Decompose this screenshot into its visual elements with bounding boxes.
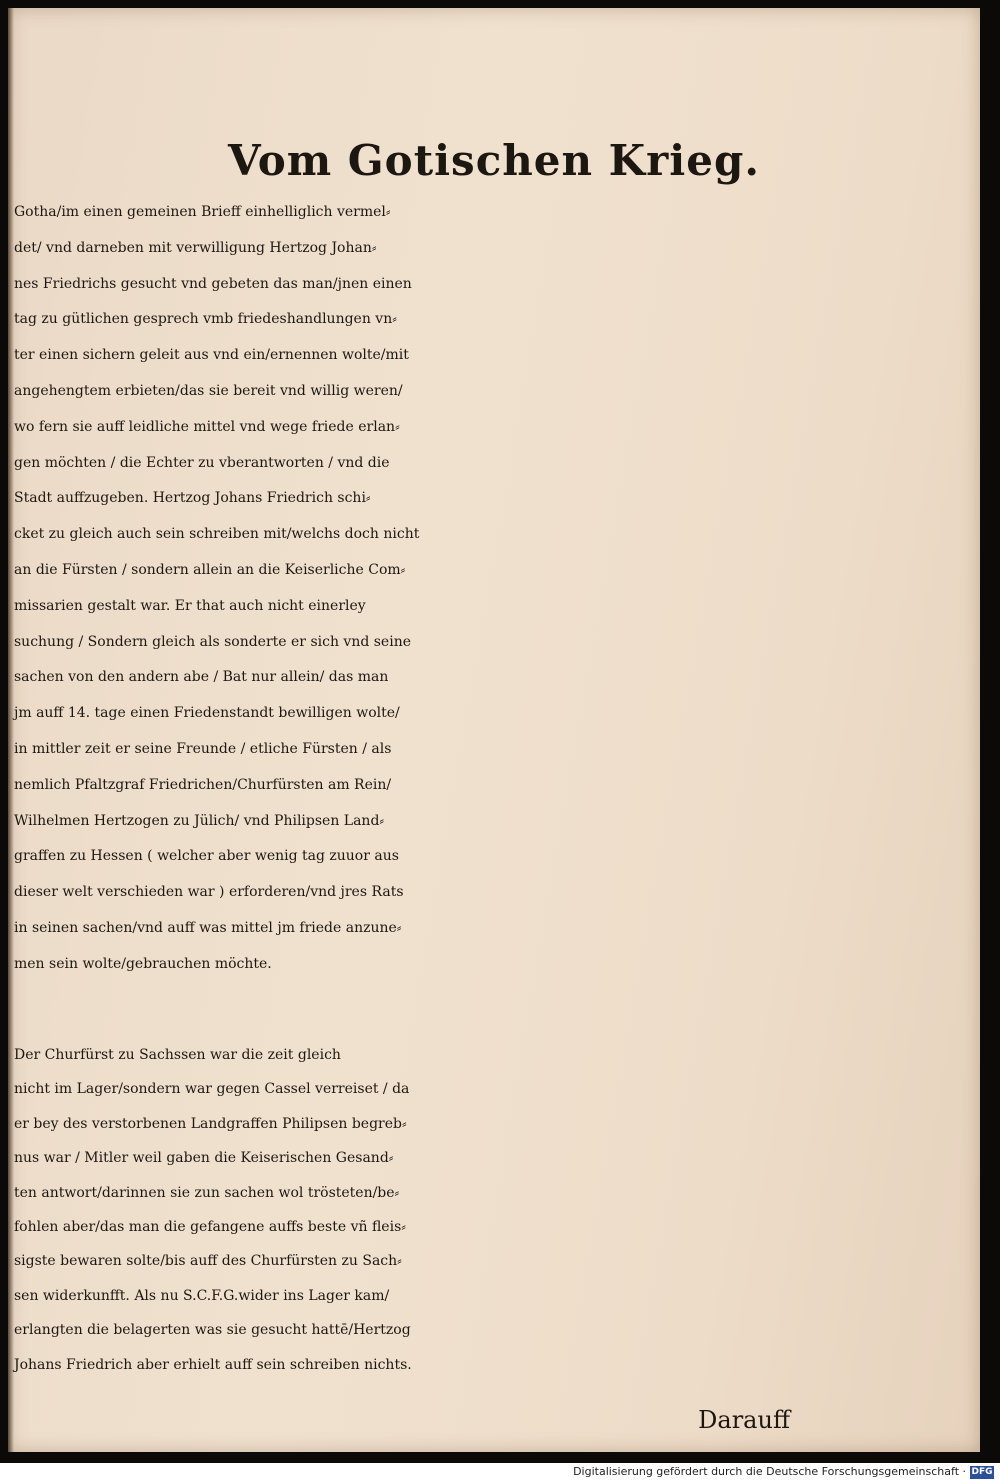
dfg-logo: DFG bbox=[971, 1467, 993, 1477]
text-line: nes Friedrichs gesucht vnd gebeten das man/jnen einen bbox=[14, 275, 412, 292]
text-line: in mittler zeit er seine Freunde / etliche Fürsten / als bbox=[14, 740, 392, 757]
text-line: sen widerkunfft. Als nu S.C.F.G.wider ins Lager kam/ bbox=[14, 1287, 390, 1304]
text-line: graffen zu Hessen ( welcher aber wenig tag zuuor aus bbox=[14, 848, 399, 865]
text-line: suchung / Sondern gleich als sonderte er sich vnd seine bbox=[14, 633, 411, 650]
text-line: angehengtem erbieten/das sie bereit vnd willig weren/ bbox=[14, 382, 403, 399]
text-line: dieser welt verschieden war ) erforderen/vnd jres Rats bbox=[14, 884, 404, 901]
text-line: er bey des verstorbenen Landgraffen Philipsen begreb⸗ bbox=[14, 1115, 407, 1132]
page-heading: Vom Gotischen Krieg. bbox=[228, 136, 760, 185]
text-line: Gotha/im einen gemeinen Brieff einhelliglich vermel⸗ bbox=[14, 204, 391, 220]
text-line: Johans Friedrich aber erhielt auff sein schreiben nichts. bbox=[14, 1356, 412, 1373]
funding-credit-text: Digitalisierung gefördert durch die Deutsche Forschungsgemeinschaft · bbox=[573, 1465, 966, 1478]
text-line: sachen von den andern abe / Bat nur allein/ das man bbox=[14, 669, 389, 686]
text-line: missarien gestalt war. Er that auch nicht einerley bbox=[14, 597, 366, 614]
book-page bbox=[8, 8, 980, 1452]
catchword: Darauff bbox=[698, 1406, 790, 1434]
text-line: men sein wolte/gebrauchen möchte. bbox=[14, 955, 272, 972]
text-line: ter einen sichern geleit aus vnd ein/ernennen wolte/mit bbox=[14, 347, 409, 364]
text-line: tag zu gütlichen gesprech vmb friedeshandlungen vn⸗ bbox=[14, 311, 397, 328]
text-line: Wilhelmen Hertzogen zu Jülich/ vnd Philipsen Land⸗ bbox=[14, 812, 385, 829]
text-line: nus war / Mitler weil gaben die Keiserischen Gesand⸗ bbox=[14, 1150, 394, 1167]
text-line: Stadt auffzugeben. Hertzog Johans Friedrich schi⸗ bbox=[14, 490, 371, 507]
text-line: wo fern sie auff leidliche mittel vnd wege friede erlan⸗ bbox=[14, 418, 400, 435]
text-line: gen möchten / die Echter zu vberantworten / vnd die bbox=[14, 454, 390, 471]
paragraph-1 bbox=[8, 195, 980, 983]
text-line: an die Fürsten / sondern allein an die Keiserliche Com⸗ bbox=[14, 561, 406, 578]
text-line: nicht im Lager/sondern war gegen Cassel verreiset / da bbox=[14, 1081, 410, 1098]
text-line: in seinen sachen/vnd auff was mittel jm friede anzune⸗ bbox=[14, 919, 402, 936]
text-line: cket zu gleich auch sein schreiben mit/welchs doch nicht bbox=[14, 526, 420, 543]
paragraph-2 bbox=[8, 1038, 980, 1382]
text-line: det/ vnd darneben mit verwilligung Hertzog Johan⸗ bbox=[14, 239, 377, 256]
text-line: fohlen aber/das man die gefangene auffs beste vñ fleis⸗ bbox=[14, 1218, 406, 1235]
text-line: jm auff 14. tage einen Friedenstandt bewilligen wolte/ bbox=[14, 705, 400, 722]
text-line: nemlich Pfaltzgraf Friedrichen/Churfürsten am Rein/ bbox=[14, 776, 392, 793]
text-line: ten antwort/darinnen sie zun sachen wol trösteten/be⸗ bbox=[14, 1184, 400, 1201]
text-line: erlangten die belagerten was sie gesucht hattē/Hertzog bbox=[14, 1322, 411, 1339]
digitization-footer bbox=[0, 1463, 1000, 1483]
text-line: sigste bewaren solte/bis auff des Churfürsten zu Sach⸗ bbox=[14, 1253, 402, 1270]
text-line: Der Churfürst zu Sachssen war die zeit gleich bbox=[14, 1047, 341, 1063]
